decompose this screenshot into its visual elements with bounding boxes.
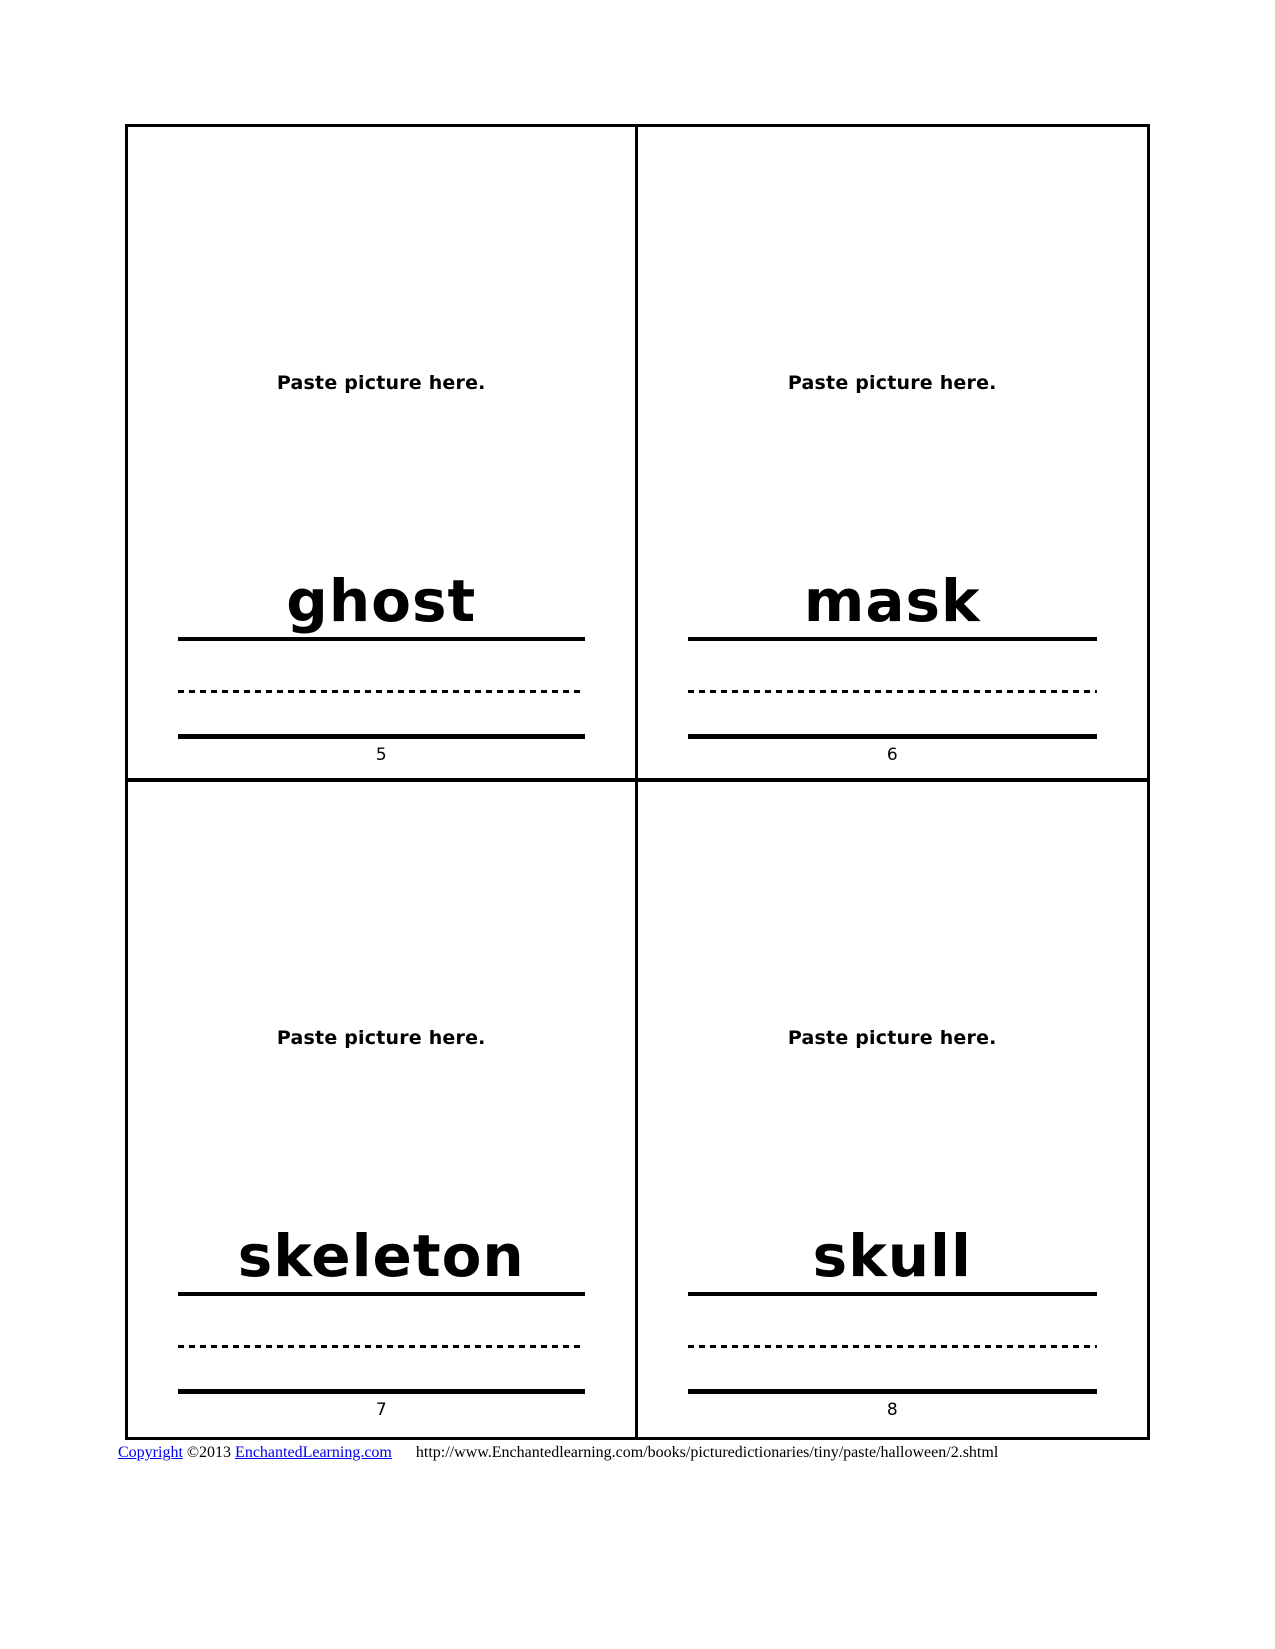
- page-number: 7: [375, 1400, 387, 1420]
- bottom-writing-line: [688, 1389, 1098, 1394]
- flashcard-grid: [125, 124, 1150, 1440]
- paste-instruction: Paste picture here.: [276, 1027, 486, 1049]
- card-word: skull: [812, 1222, 972, 1290]
- copyright-footer: [118, 1443, 1218, 1462]
- flashcard-skeleton: [128, 782, 638, 1437]
- dashed-writing-line: [178, 690, 585, 693]
- card-word: skeleton: [237, 1222, 525, 1290]
- paste-instruction: Paste picture here.: [276, 372, 486, 394]
- word-underline: [688, 637, 1098, 641]
- dashed-writing-line: [688, 1345, 1098, 1348]
- paste-instruction: Paste picture here.: [787, 372, 997, 394]
- page-number: 8: [886, 1400, 898, 1420]
- enchantedlearning-link[interactable]: EnchantedLearning.com: [235, 1444, 392, 1461]
- source-url: http://www.Enchantedlearning.com/books/picturedictionaries/tiny/paste/halloween/2.shtml: [415, 1444, 999, 1461]
- bottom-writing-line: [178, 734, 585, 739]
- word-underline: [178, 637, 585, 641]
- page-number: 6: [886, 745, 898, 765]
- card-word: mask: [803, 567, 981, 635]
- dashed-writing-line: [178, 1345, 585, 1348]
- card-word: ghost: [286, 567, 477, 635]
- flashcard-mask: [638, 127, 1148, 782]
- paste-instruction: Paste picture here.: [787, 1027, 997, 1049]
- flashcard-ghost: [128, 127, 638, 782]
- word-underline: [178, 1292, 585, 1296]
- flashcard-skull: [638, 782, 1148, 1437]
- page-number: 5: [375, 745, 387, 765]
- word-underline: [688, 1292, 1098, 1296]
- dashed-writing-line: [688, 690, 1098, 693]
- copyright-link[interactable]: Copyright: [118, 1444, 183, 1461]
- copyright-year: ©2013: [186, 1444, 232, 1461]
- bottom-writing-line: [178, 1389, 585, 1394]
- bottom-writing-line: [688, 734, 1098, 739]
